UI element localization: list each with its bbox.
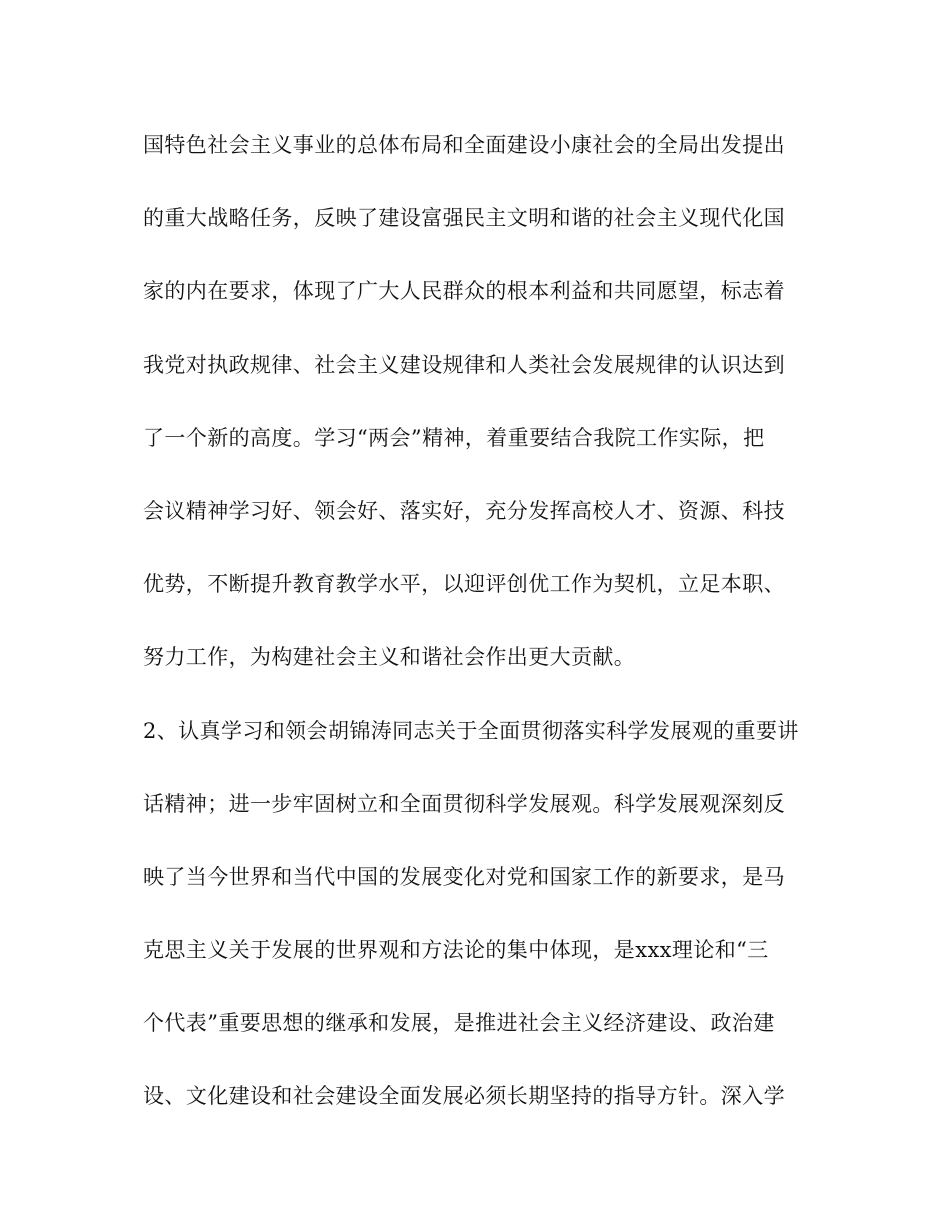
text-line: 国特色社会主义事业的总体布局和全面建设小康社会的全局出发提出 (143, 133, 785, 157)
text-line: 会议精神学习好、领会好、落实好，充分发挥高校人才、资源、科技 (143, 498, 785, 523)
body-text (143, 120, 813, 1145)
text-line: 映了当今世界和当代中国的发展变化对党和国家工作的新要求，是马 (143, 864, 785, 889)
text-line: 我党对执政规律、社会主义建设规律和人类社会发展规律的认识达到 (143, 352, 785, 377)
text-line: 话精神；进一步牢固树立和全面贯彻科学发展观。科学发展观深刻反 (143, 791, 785, 816)
text-line: 的重大战略任务，反映了建设富强民主文明和谐的社会主义现代化国 (143, 206, 785, 231)
text-line: 优势，不断提升教育教学水平，以迎评创优工作为契机，立足本职、 (143, 572, 785, 597)
text-line: 克思主义关于发展的世界观和方法论的集中体现，是xxx理论和“三 (143, 938, 769, 963)
text-line: 努力工作，为构建社会主义和谐社会作出更大贡献。 (143, 645, 636, 670)
text-line: 设、文化建设和社会建设全面发展必须长期坚持的指导方针。深入学 (143, 1084, 785, 1109)
text-line: 家的内在要求，体现了广大人民群众的根本利益和共同愿望，标志着 (143, 279, 785, 304)
text-line: 了一个新的高度。学习“两会”精神，着重要结合我院工作实际，把 (143, 425, 765, 450)
text-line: 个代表”重要思想的继承和发展，是推进社会主义经济建设、政治建 (143, 1011, 775, 1036)
text-line: 2、认真学习和领会胡锦涛同志关于全面贯彻落实科学发展观的重要讲 (143, 718, 799, 743)
